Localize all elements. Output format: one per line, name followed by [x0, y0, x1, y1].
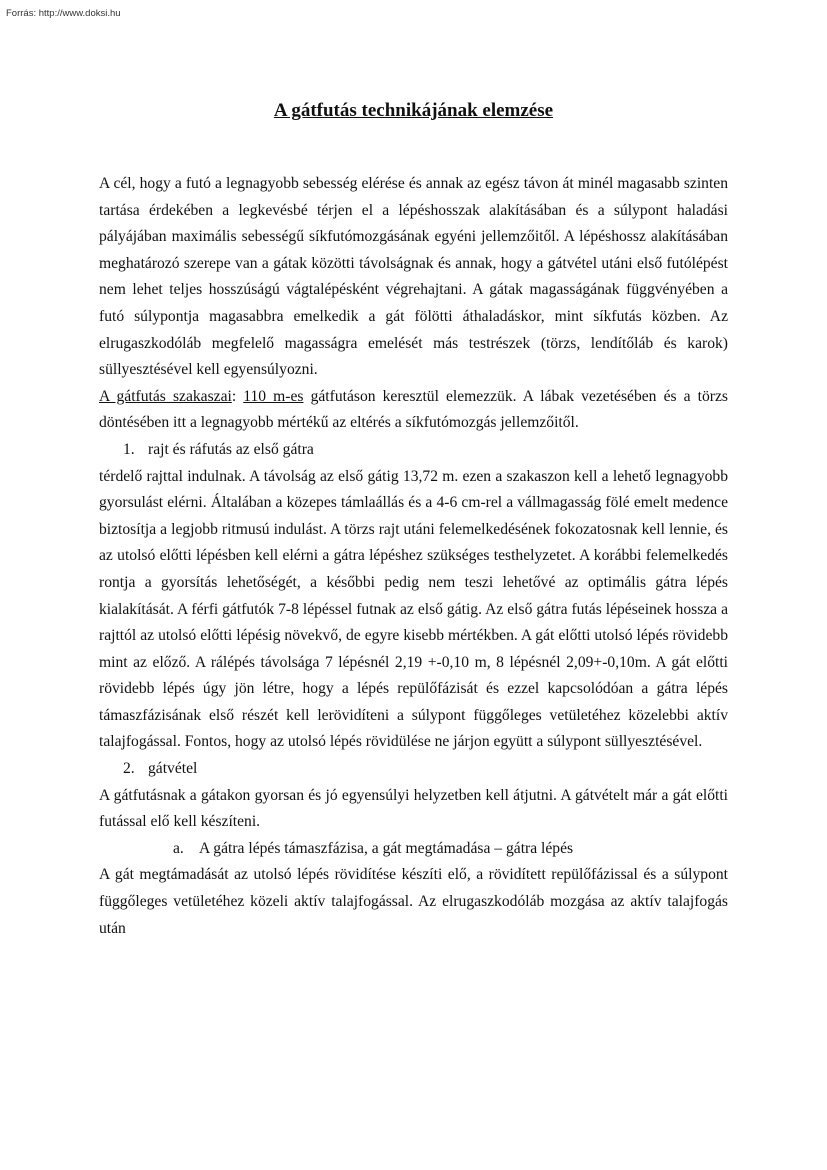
paragraph-phases [99, 384, 728, 437]
list-item-label: rajt és ráfutás az első gátra [148, 440, 314, 458]
phases-label: A gátfutás szakaszai [99, 387, 232, 405]
page-title: A gátfutás technikájának elemzése [273, 100, 554, 121]
list-item-2 [99, 756, 728, 783]
paragraph-hurdle-clearance: A gátfutásnak a gátakon gyorsan és jó egyensúlyi helyzetben kell átjutni. A gátvételt már a gát előtti futással elő kell készíteni. [99, 786, 728, 831]
list-item-2a [99, 836, 728, 863]
source-url: Forrás: http://www.doksi.hu [6, 8, 121, 19]
paragraph-attack: A gát megtámadását az utolsó lépés rövidítése készíti elő, a rövidített repülőfázissal és a súlypont függőleges vetületéhez közeli aktív talajfogással. Az elrugaszkodóláb mozgása az aktív talajfogás után [99, 866, 728, 937]
list-item-label: gátvétel [148, 760, 198, 778]
list-item-label: A gátra lépés támaszfázisa, a gát megtámadása – gátra lépés [199, 839, 574, 857]
list-item-1 [99, 437, 728, 464]
phases-colon: : [231, 387, 244, 405]
phases-text: gátfutáson keresztül elemezzük. A lábak vezetésében és a törzs döntésében itt a legnagyobb mértékű az eltérés a síkfutómozgás jellemzőitől. [99, 387, 728, 432]
list-letter: a. [173, 839, 184, 857]
distance-label: 110 m-es [243, 387, 304, 405]
list-number: 1. [123, 440, 135, 458]
paragraph-intro: A cél, hogy a futó a legnagyobb sebesség elérése és annak az egész távon át minél magasabb szinten tartása érdekében a legkevésbé térjen el a lépéshosszak alakításában és a súlypont haladási pályájában maximális sebességű síkfutómozgásának egyéni jellemzőitől. A lépéshossz alakításában meghatározó szerepe van a gátak közötti távolságnak és annak, hogy a gátvétel utáni első futólépést nem lehet teljes hosszúságú vágtalépésként végrehajtani. A gátak magasságának függvényében a futó súlypontja magasabbra emelkedik a gát fölötti áthaladáskor, mint síkfutás közben. Az elrugaszkodóláb megfelelő magasságra emelését más testrészek (törzs, lendítőláb és karok) süllyesztésével kell egyensúlyozni. [99, 175, 728, 379]
list-number: 2. [123, 760, 135, 778]
document-body [99, 171, 728, 942]
paragraph-start: térdelő rajttal indulnak. A távolság az első gátig 13,72 m. ezen a szakaszon kell a lehető legnagyobb gyorsulást elérni. Általában a közepes támlaállás és a 4-6 cm-rel a vállmagasság fölé emelt medence biztosítja a legjobb ritmusú indulást. A törzs rajt utáni felemelkedésének fokozatosnak kell lennie, és az utolsó előtti lépésben kell elérni a gátra lépéshez szükséges testhelyzetet. A korábbi felemelkedés rontja a gyorsítás lehetőségét, a későbbi pedig nem teszi lehetővé az optimális gátra lépés kialakítását. A férfi gátfutók 7-8 lépéssel futnak az első gátig. Az első gátra futás lépéseinek hossza a rajttól az utolsó előtti lépésig növekvő, de egyre kisebb mértékben. A gát előtti utolsó lépés rövidebb mint az előző. A rálépés távolsága 7 lépésnél 2,19 +-0,10 m, 8 lépésnél 2,09+-0,10m. A gát előtti rövidebb lépés úgy jön létre, hogy a lépés repülőfázisát és ezzel kapcsolódóan a gátra lépés támaszfázisának első részét kell lerövidíteni a súlypont függőleges vetületéhez közelebbi aktív talajfogással. Fontos, hogy az utolsó lépés rövidülése ne járjon együtt a súlypont süllyesztésével. [99, 467, 728, 751]
